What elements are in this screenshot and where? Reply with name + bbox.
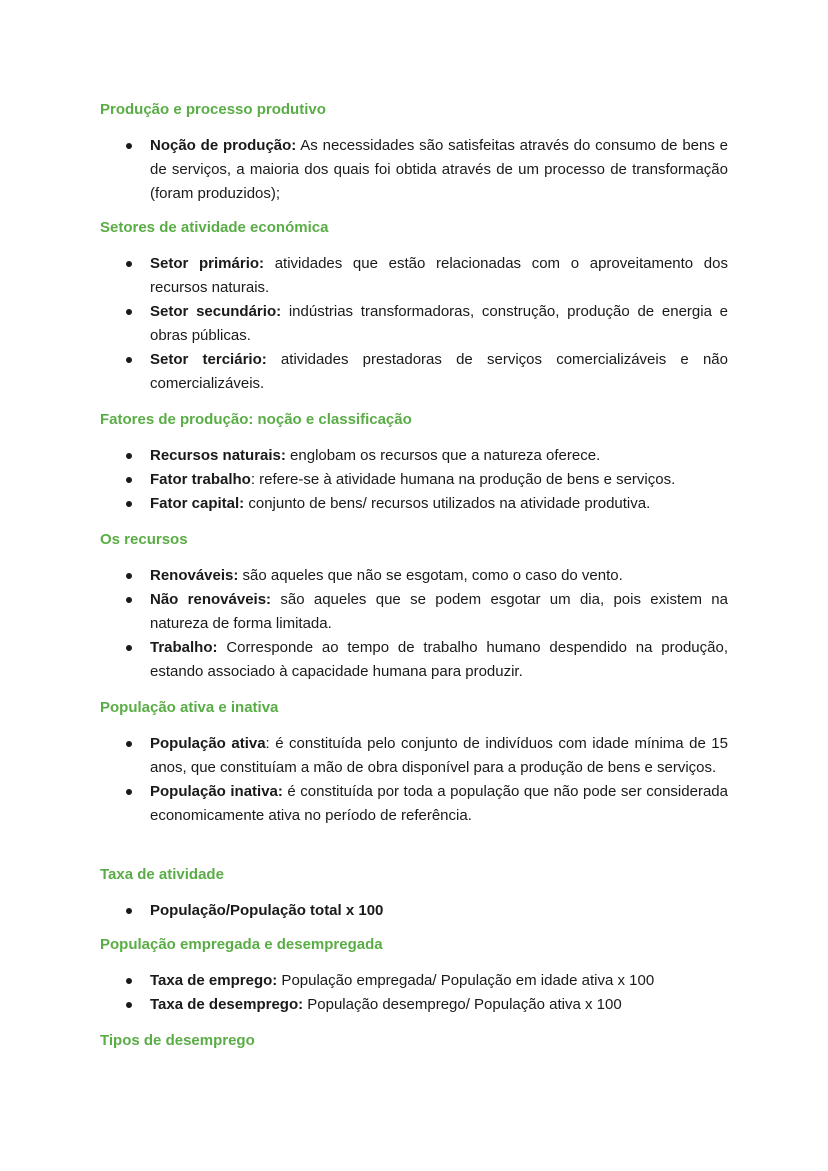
list-item: [100, 468, 728, 492]
list-item: [100, 993, 728, 1017]
list-item: [100, 780, 728, 828]
item-term: Renováveis:: [150, 567, 239, 584]
bullet-list: [100, 444, 728, 516]
section-populacao-ativa: [100, 698, 728, 828]
bullet-icon: [126, 143, 132, 149]
bullet-list: [100, 899, 728, 923]
bullet-icon: [126, 597, 132, 603]
section-heading: População empregada e desempregada: [100, 936, 383, 953]
item-term: População/População total x 100: [150, 902, 384, 919]
section-populacao-empregada: [100, 935, 728, 1017]
bullet-list: [100, 732, 728, 828]
section-producao: [100, 100, 728, 206]
list-item: [100, 348, 728, 396]
item-term: Setor primário:: [150, 255, 265, 272]
list-item: [100, 252, 728, 300]
bullet-list: [100, 134, 728, 206]
item-term: Noção de produção:: [150, 137, 297, 154]
bullet-icon: [126, 309, 132, 315]
list-item: [100, 134, 728, 206]
item-term: Taxa de desemprego:: [150, 996, 304, 1013]
bullet-list: [100, 252, 728, 396]
item-text: As necessidades são satisfeitas através do consumo de bens e de serviços, a maioria dos quais foi obtida através de um processo de transformação (foram produzidos);: [150, 137, 728, 202]
item-text: é constituída por toda a população que não pode ser considerada economicamente ativa no período de referência.: [150, 783, 728, 824]
item-text: atividades que estão relacionadas com o aproveitamento dos recursos naturais.: [150, 255, 728, 296]
item-text: são aqueles que se podem esgotar um dia, pois existem na natureza de forma limitada.: [150, 591, 728, 632]
bullet-icon: [126, 645, 132, 651]
item-text: indústrias transformadoras, construção, produção de energia e obras públicas.: [150, 303, 729, 344]
item-text: Corresponde ao tempo de trabalho humano despendido na produção, estando associado à capacidade humana para produzir.: [150, 639, 728, 680]
section-heading: Tipos de desemprego: [100, 1032, 255, 1049]
list-item: [100, 300, 728, 348]
list-item: [100, 564, 728, 588]
list-item: [100, 636, 728, 684]
bullet-icon: [126, 477, 132, 483]
bullet-list: [100, 564, 728, 684]
section-tipos-desemprego: [100, 1031, 728, 1051]
item-term: Fator capital:: [150, 495, 245, 512]
item-term: Setor secundário:: [150, 303, 282, 320]
item-text: : refere-se à atividade humana na produção de bens e serviços.: [250, 471, 676, 488]
item-text: atividades prestadoras de serviços comercializáveis e não comercializáveis.: [150, 351, 728, 392]
item-text: População desemprego/ População ativa x 100: [303, 996, 622, 1013]
bullet-icon: [126, 453, 132, 459]
section-heading: Taxa de atividade: [100, 866, 224, 883]
section-heading: Setores de atividade económica: [100, 219, 329, 236]
section-recursos: [100, 530, 728, 684]
item-term: Fator trabalho: [150, 471, 251, 488]
bullet-icon: [126, 1002, 132, 1008]
list-item: [100, 588, 728, 636]
section-heading: Fatores de produção: noção e classificação: [100, 411, 412, 428]
bullet-list: [100, 969, 728, 1017]
bullet-icon: [126, 261, 132, 267]
bullet-icon: [126, 357, 132, 363]
item-text: conjunto de bens/ recursos utilizados na atividade produtiva.: [244, 495, 651, 512]
item-text: População empregada/ População em idade ativa x 100: [277, 972, 655, 989]
list-item: [100, 732, 728, 780]
item-text: são aqueles que não se esgotam, como o caso do vento.: [238, 567, 623, 584]
list-item: [100, 444, 728, 468]
bullet-icon: [126, 501, 132, 507]
bullet-icon: [126, 978, 132, 984]
bullet-icon: [126, 908, 132, 914]
bullet-icon: [126, 741, 132, 747]
section-setores: [100, 218, 728, 396]
item-term: Setor terciário:: [150, 351, 267, 368]
item-term: Trabalho:: [150, 639, 218, 656]
item-term: Recursos naturais:: [150, 447, 286, 464]
item-text: : é constituída pelo conjunto de indivíduos com idade mínima de 15 anos, que constituíam a mão de obra disponível para a produção de bens e serviços.: [150, 735, 728, 776]
item-term: População inativa:: [150, 783, 283, 800]
bullet-icon: [126, 789, 132, 795]
list-item: [100, 969, 728, 993]
section-taxa-atividade: [100, 865, 728, 923]
section-heading: Produção e processo produtivo: [100, 101, 326, 118]
item-text: englobam os recursos que a natureza oferece.: [285, 447, 601, 464]
list-item: [100, 899, 728, 923]
section-heading: Os recursos: [100, 531, 188, 548]
section-heading: População ativa e inativa: [100, 699, 279, 716]
item-term: Não renováveis:: [150, 591, 272, 608]
bullet-icon: [126, 573, 132, 579]
item-term: População ativa: [150, 735, 266, 752]
item-term: Taxa de emprego:: [150, 972, 278, 989]
section-fatores: [100, 410, 728, 516]
list-item: [100, 492, 728, 516]
